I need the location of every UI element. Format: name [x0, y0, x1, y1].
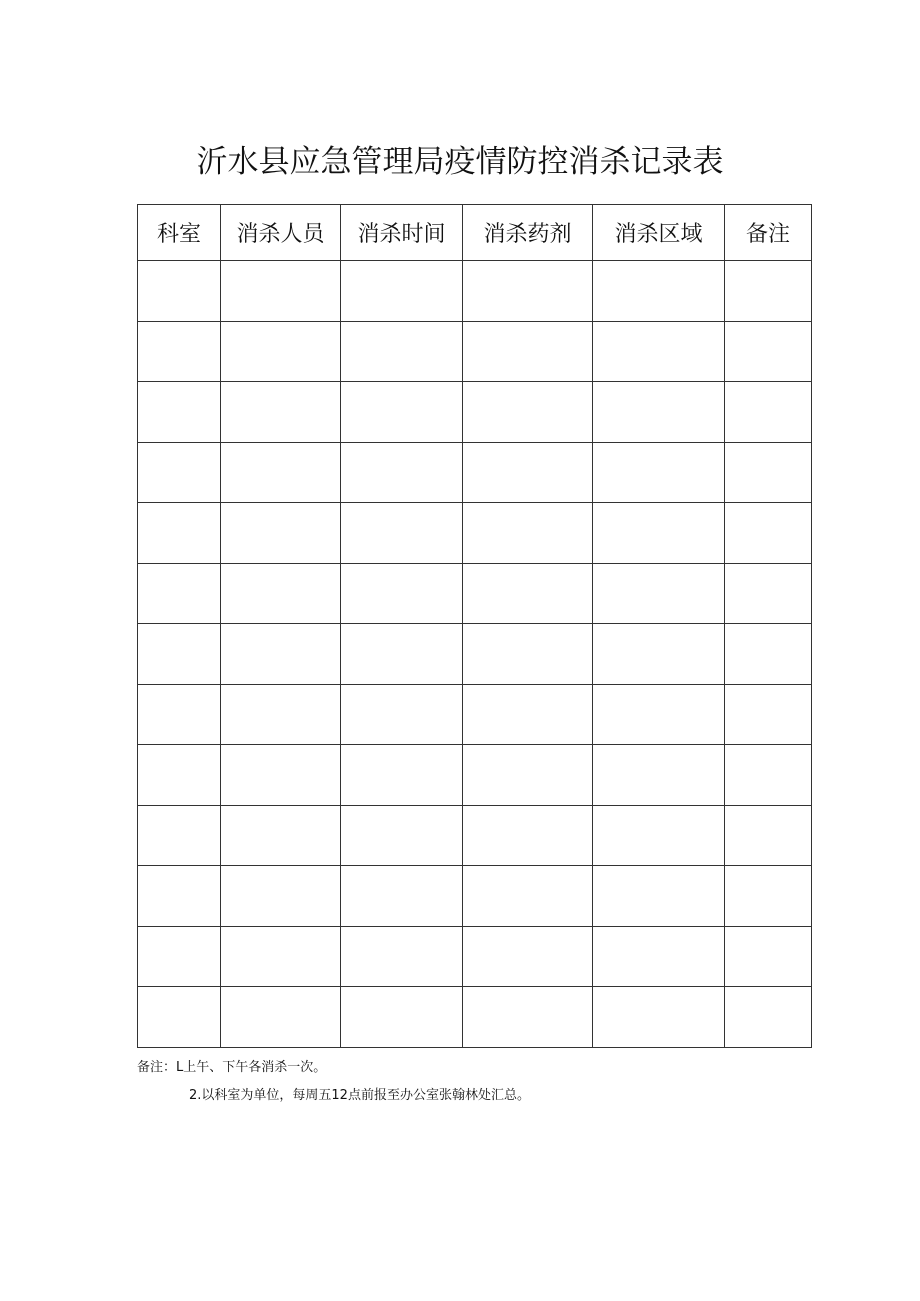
table-cell[interactable] — [341, 745, 463, 806]
table-cell[interactable] — [463, 563, 593, 624]
header-area: 消杀区域 — [593, 205, 725, 261]
table-cell[interactable] — [221, 987, 341, 1048]
table-cell[interactable] — [725, 987, 812, 1048]
table-cell[interactable] — [138, 805, 221, 866]
table-cell[interactable] — [138, 563, 221, 624]
table-cell[interactable] — [593, 987, 725, 1048]
table-row — [138, 684, 812, 745]
table-cell[interactable] — [593, 503, 725, 564]
table-cell[interactable] — [725, 563, 812, 624]
table-cell[interactable] — [463, 805, 593, 866]
table-cell[interactable] — [593, 261, 725, 322]
table-cell[interactable] — [725, 745, 812, 806]
header-time: 消杀时间 — [341, 205, 463, 261]
table-cell[interactable] — [221, 624, 341, 685]
table-cell[interactable] — [221, 805, 341, 866]
table-cell[interactable] — [593, 382, 725, 443]
table-cell[interactable] — [221, 321, 341, 382]
table-cell[interactable] — [138, 442, 221, 503]
table-cell[interactable] — [138, 624, 221, 685]
table-cell[interactable] — [463, 866, 593, 927]
table-cell[interactable] — [593, 442, 725, 503]
table-cell[interactable] — [725, 382, 812, 443]
table-cell[interactable] — [138, 261, 221, 322]
table-cell[interactable] — [341, 563, 463, 624]
table-cell[interactable] — [463, 321, 593, 382]
table-row — [138, 321, 812, 382]
table-cell[interactable] — [138, 503, 221, 564]
table-cell[interactable] — [341, 503, 463, 564]
table-cell[interactable] — [221, 684, 341, 745]
table-cell[interactable] — [593, 926, 725, 987]
table-cell[interactable] — [341, 261, 463, 322]
table-row — [138, 261, 812, 322]
table-row — [138, 503, 812, 564]
record-table — [137, 204, 812, 1048]
header-disinfectant: 消杀药剂 — [463, 205, 593, 261]
table-cell[interactable] — [593, 684, 725, 745]
header-remarks: 备注 — [725, 205, 812, 261]
table-body — [138, 261, 812, 1048]
table-cell[interactable] — [341, 321, 463, 382]
table-cell[interactable] — [221, 926, 341, 987]
table-cell[interactable] — [725, 926, 812, 987]
header-row — [138, 205, 812, 261]
table-cell[interactable] — [138, 866, 221, 927]
table-cell[interactable] — [463, 624, 593, 685]
table-cell[interactable] — [341, 624, 463, 685]
table-cell[interactable] — [593, 745, 725, 806]
table-cell[interactable] — [593, 866, 725, 927]
table-cell[interactable] — [221, 503, 341, 564]
table-row — [138, 926, 812, 987]
table-cell[interactable] — [725, 261, 812, 322]
table-cell[interactable] — [725, 503, 812, 564]
table-row — [138, 563, 812, 624]
note-line-1: 备注：L上午、下午各消杀一次。 — [137, 1060, 327, 1075]
table-cell[interactable] — [341, 926, 463, 987]
table-cell[interactable] — [138, 987, 221, 1048]
table-cell[interactable] — [725, 805, 812, 866]
table-cell[interactable] — [341, 382, 463, 443]
table-row — [138, 382, 812, 443]
table-cell[interactable] — [138, 382, 221, 443]
table-cell[interactable] — [341, 805, 463, 866]
table-row — [138, 866, 812, 927]
table-cell[interactable] — [463, 745, 593, 806]
table-cell[interactable] — [725, 684, 812, 745]
table-cell[interactable] — [138, 926, 221, 987]
table-cell[interactable] — [725, 442, 812, 503]
table-row — [138, 624, 812, 685]
table-cell[interactable] — [341, 684, 463, 745]
table-cell[interactable] — [138, 745, 221, 806]
table-cell[interactable] — [221, 866, 341, 927]
table-cell[interactable] — [221, 745, 341, 806]
table-row — [138, 987, 812, 1048]
table-cell[interactable] — [463, 684, 593, 745]
table-cell[interactable] — [341, 987, 463, 1048]
header-department: 科室 — [138, 205, 221, 261]
table-cell[interactable] — [593, 624, 725, 685]
table-cell[interactable] — [221, 261, 341, 322]
table-cell[interactable] — [463, 987, 593, 1048]
table-cell[interactable] — [221, 442, 341, 503]
page-title: 沂水县应急管理局疫情防控消杀记录表 — [196, 144, 724, 180]
table-cell[interactable] — [725, 866, 812, 927]
table-cell[interactable] — [463, 503, 593, 564]
table-cell[interactable] — [463, 926, 593, 987]
table-row — [138, 805, 812, 866]
table-cell[interactable] — [593, 563, 725, 624]
table-cell[interactable] — [138, 321, 221, 382]
table-cell[interactable] — [341, 442, 463, 503]
notes — [137, 1054, 530, 1110]
table-cell[interactable] — [221, 382, 341, 443]
table-cell[interactable] — [138, 684, 221, 745]
table-cell[interactable] — [463, 382, 593, 443]
table-cell[interactable] — [463, 442, 593, 503]
table-cell[interactable] — [593, 321, 725, 382]
table-row — [138, 442, 812, 503]
table-row — [138, 745, 812, 806]
note-line-2: 2.以科室为单位，每周五12点前报至办公室张翰林处汇总。 — [189, 1088, 530, 1103]
header-personnel: 消杀人员 — [221, 205, 341, 261]
table-cell[interactable] — [725, 321, 812, 382]
table-cell[interactable] — [725, 624, 812, 685]
table-cell[interactable] — [593, 805, 725, 866]
table-cell[interactable] — [463, 261, 593, 322]
table-cell[interactable] — [341, 866, 463, 927]
table-cell[interactable] — [221, 563, 341, 624]
